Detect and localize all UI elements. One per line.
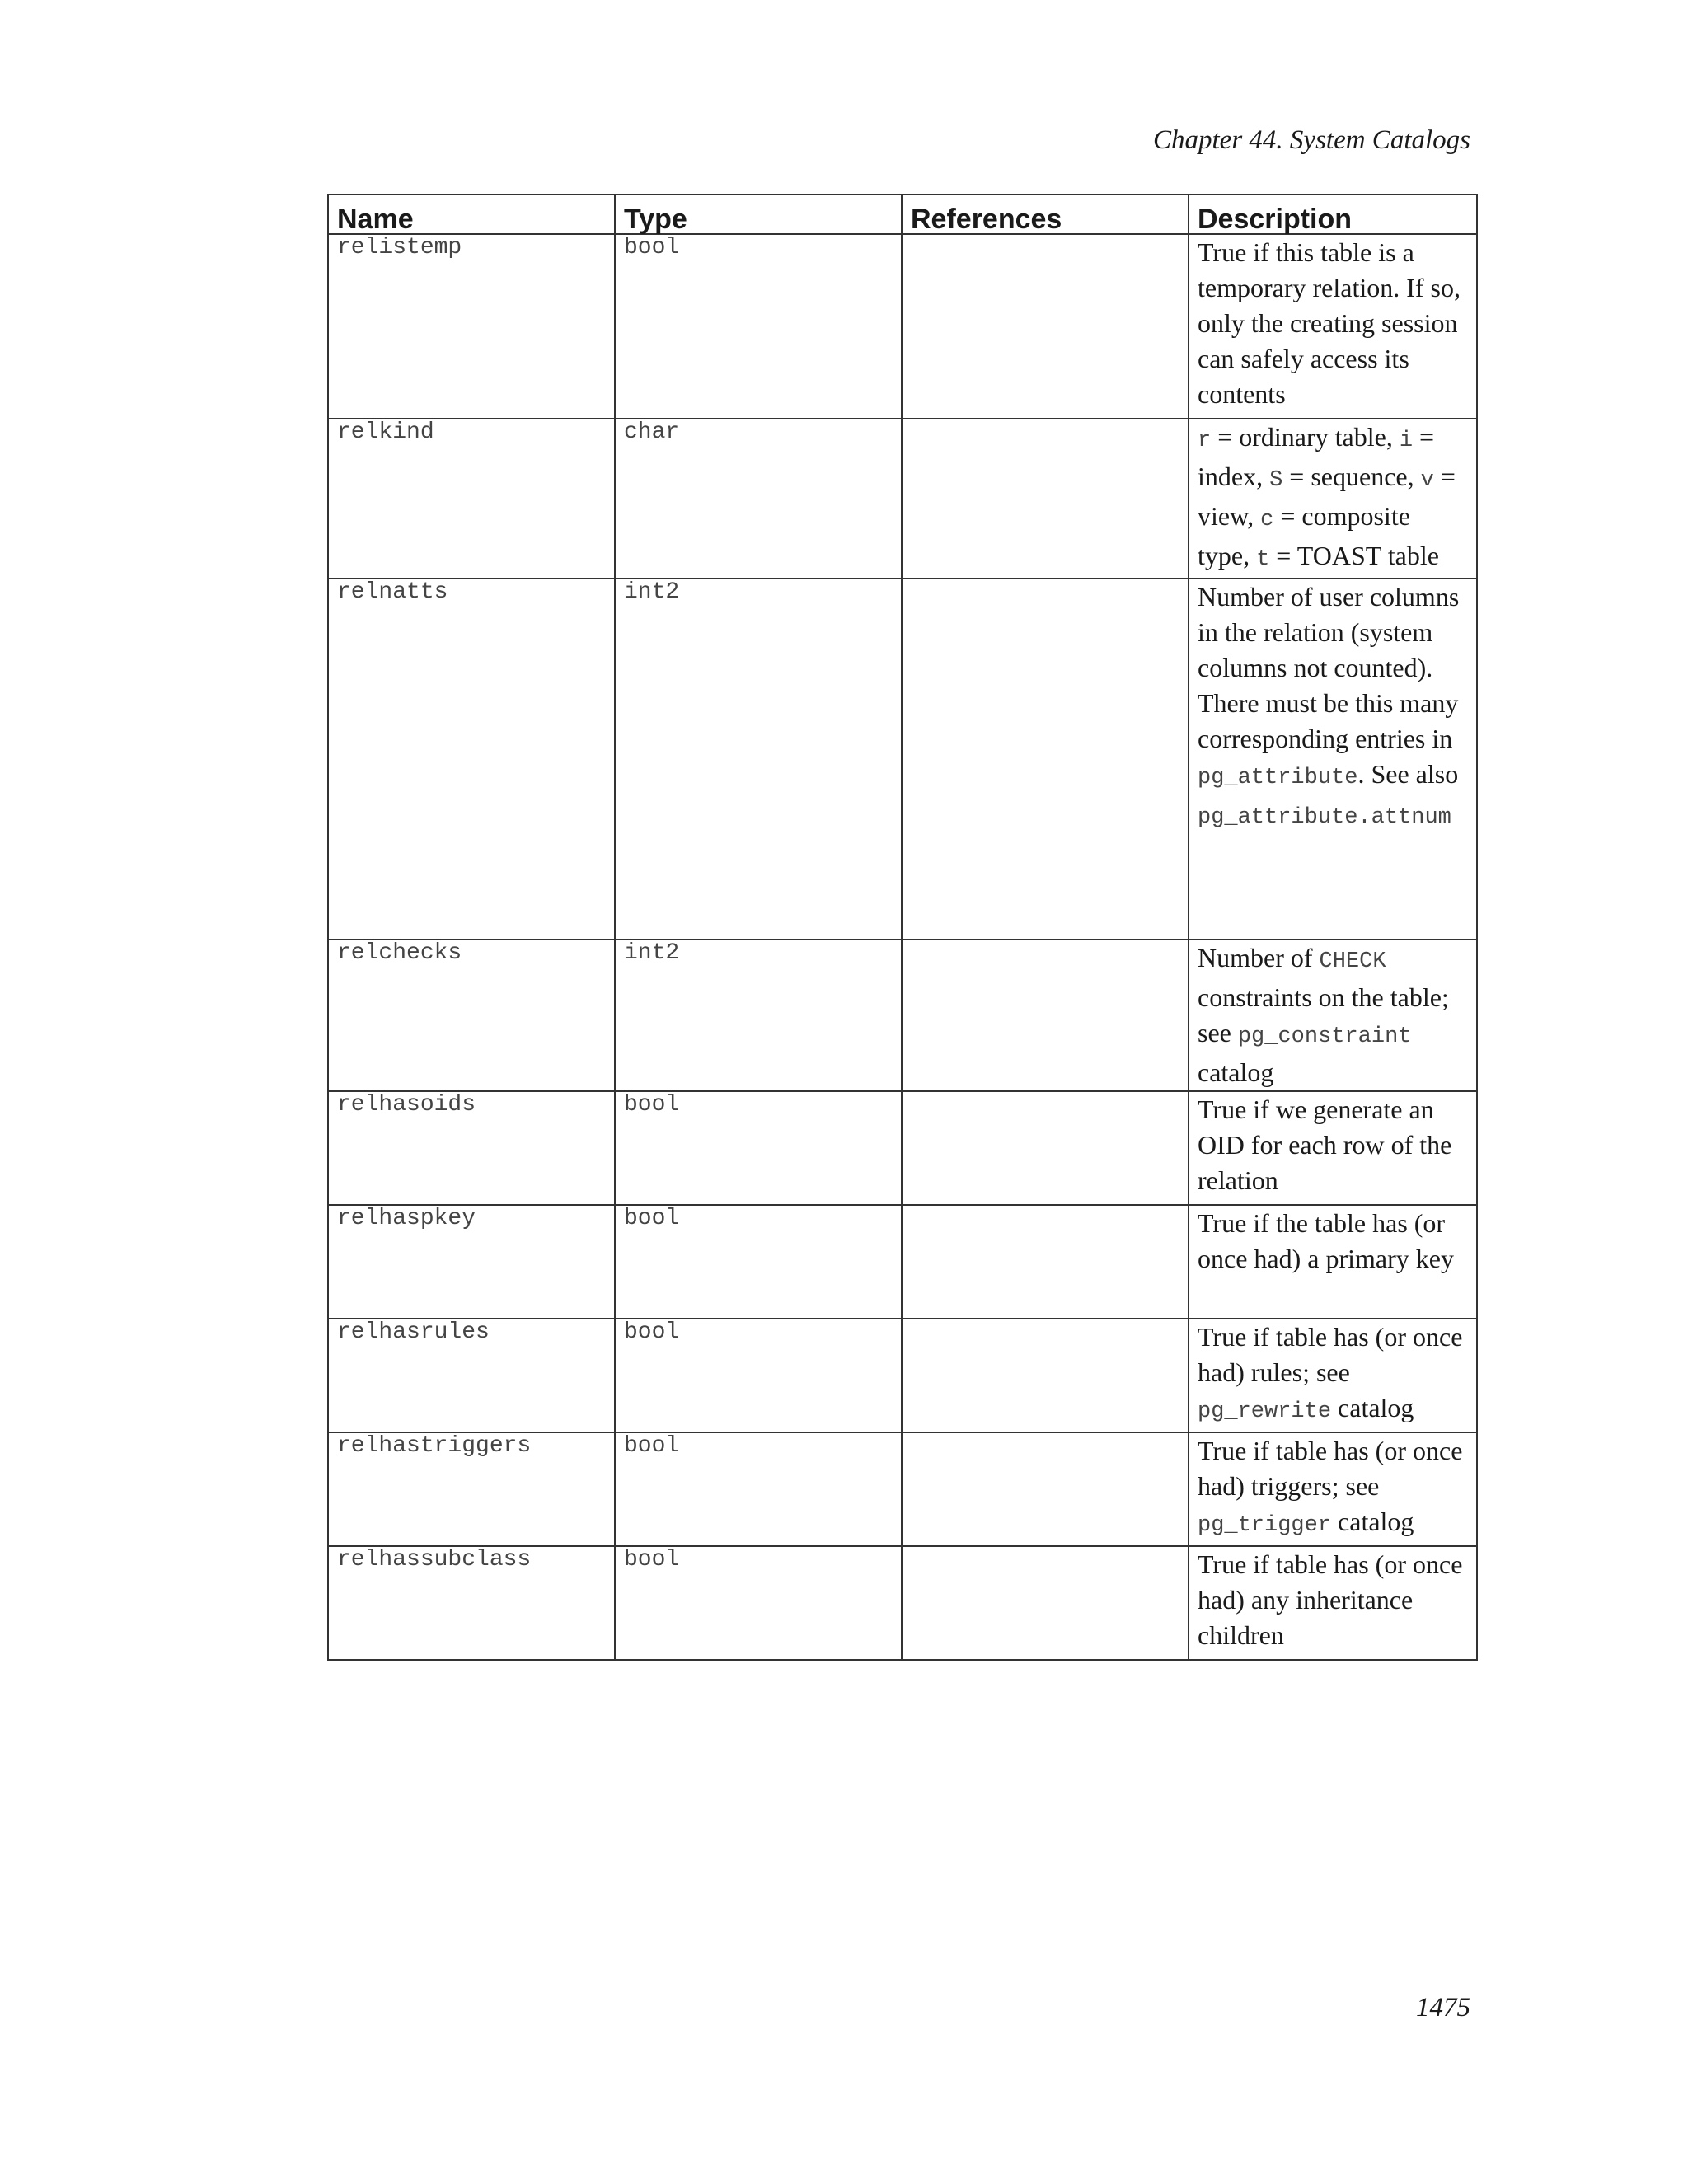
- cell-references: [902, 234, 1189, 419]
- description-text: = sequence,: [1282, 462, 1421, 491]
- description-code: c: [1260, 508, 1274, 532]
- column-header-description: Description: [1189, 194, 1477, 234]
- description-code: r: [1198, 429, 1212, 453]
- column-header-references: References: [902, 194, 1189, 234]
- cell-type: bool: [615, 1319, 902, 1432]
- description-code: pg_attribute.attnum: [1198, 805, 1451, 830]
- cell-type: bool: [615, 1091, 902, 1205]
- cell-description: [1189, 1546, 1477, 1660]
- description-code: pg_attribute: [1198, 766, 1358, 790]
- column-header-name: Name: [328, 194, 615, 234]
- description-text: constraints on the table; see: [1198, 982, 1449, 1047]
- cell-description: [1189, 579, 1477, 940]
- cell-name: relhasoids: [328, 1091, 615, 1205]
- description-code: pg_trigger: [1198, 1513, 1332, 1538]
- column-header-type: Type: [615, 194, 902, 234]
- cell-name: relhaspkey: [328, 1205, 615, 1319]
- description-code: v: [1420, 468, 1434, 493]
- description-code: S: [1269, 468, 1283, 493]
- description-code: t: [1256, 547, 1270, 572]
- description-text: Number of user columns in the relation (system columns not counted). There must be this many corresponding entries in: [1198, 582, 1460, 753]
- description-text: = view,: [1198, 462, 1456, 531]
- cell-type: bool: [615, 1546, 902, 1660]
- cell-type: int2: [615, 940, 902, 1091]
- cell-name: relkind: [328, 419, 615, 579]
- description-code: i: [1399, 429, 1414, 453]
- cell-references: [902, 1546, 1189, 1660]
- table-row: [328, 1432, 1477, 1546]
- cell-references: [902, 1432, 1189, 1546]
- cell-references: [902, 1205, 1189, 1319]
- description-code: CHECK: [1319, 949, 1386, 974]
- description-text: True if this table is a temporary relation. If so, only the creating session can safely access its contents: [1198, 237, 1461, 409]
- cell-description: [1189, 1319, 1477, 1432]
- cell-references: [902, 940, 1189, 1091]
- cell-description: [1189, 419, 1477, 579]
- page-number: 1475: [1416, 1993, 1470, 2022]
- table-row: [328, 1546, 1477, 1660]
- cell-name: relhasrules: [328, 1319, 615, 1432]
- cell-description: [1189, 1432, 1477, 1546]
- table-row: [328, 1091, 1477, 1205]
- description-text: True if table has (or once had) any inheritance children: [1198, 1549, 1463, 1650]
- description-text: = index,: [1198, 422, 1435, 491]
- cell-name: relnatts: [328, 579, 615, 940]
- description-text: = composite type,: [1198, 501, 1410, 570]
- cell-description: [1189, 940, 1477, 1091]
- cell-references: [902, 419, 1189, 579]
- description-text: catalog: [1331, 1393, 1414, 1422]
- table-row: [328, 940, 1477, 1091]
- table-row: [328, 234, 1477, 419]
- table-row: [328, 1205, 1477, 1319]
- cell-references: [902, 1091, 1189, 1205]
- description-text: . See also: [1357, 759, 1459, 789]
- description-text: = TOAST table: [1269, 541, 1439, 570]
- table-row: [328, 579, 1477, 940]
- table-row: [328, 1319, 1477, 1432]
- cell-name: relchecks: [328, 940, 615, 1091]
- cell-type: char: [615, 419, 902, 579]
- description-text: True if table has (or once had) triggers; see: [1198, 1436, 1463, 1501]
- table-header-row: [328, 194, 1477, 234]
- description-text: True if we generate an OID for each row of the relation: [1198, 1094, 1452, 1195]
- cell-name: relistemp: [328, 234, 615, 419]
- cell-description: [1189, 234, 1477, 419]
- cell-references: [902, 579, 1189, 940]
- description-code: pg_constraint: [1237, 1024, 1412, 1049]
- description-text: Number of: [1198, 943, 1320, 972]
- description-text: catalog: [1198, 1057, 1274, 1087]
- table-row: [328, 419, 1477, 579]
- cell-name: relhastriggers: [328, 1432, 615, 1546]
- cell-references: [902, 1319, 1189, 1432]
- cell-description: [1189, 1205, 1477, 1319]
- cell-type: bool: [615, 234, 902, 419]
- cell-type: bool: [615, 1205, 902, 1319]
- cell-description: [1189, 1091, 1477, 1205]
- catalog-columns-table: [327, 194, 1478, 1661]
- running-head: Chapter 44. System Catalogs: [1153, 125, 1470, 155]
- description-text: True if the table has (or once had) a primary key: [1198, 1208, 1454, 1273]
- description-text: catalog: [1331, 1507, 1414, 1536]
- description-text: True if table has (or once had) rules; see: [1198, 1322, 1463, 1387]
- description-text: = ordinary table,: [1211, 422, 1400, 452]
- cell-type: int2: [615, 579, 902, 940]
- description-code: pg_rewrite: [1198, 1399, 1332, 1424]
- cell-name: relhassubclass: [328, 1546, 615, 1660]
- cell-type: bool: [615, 1432, 902, 1546]
